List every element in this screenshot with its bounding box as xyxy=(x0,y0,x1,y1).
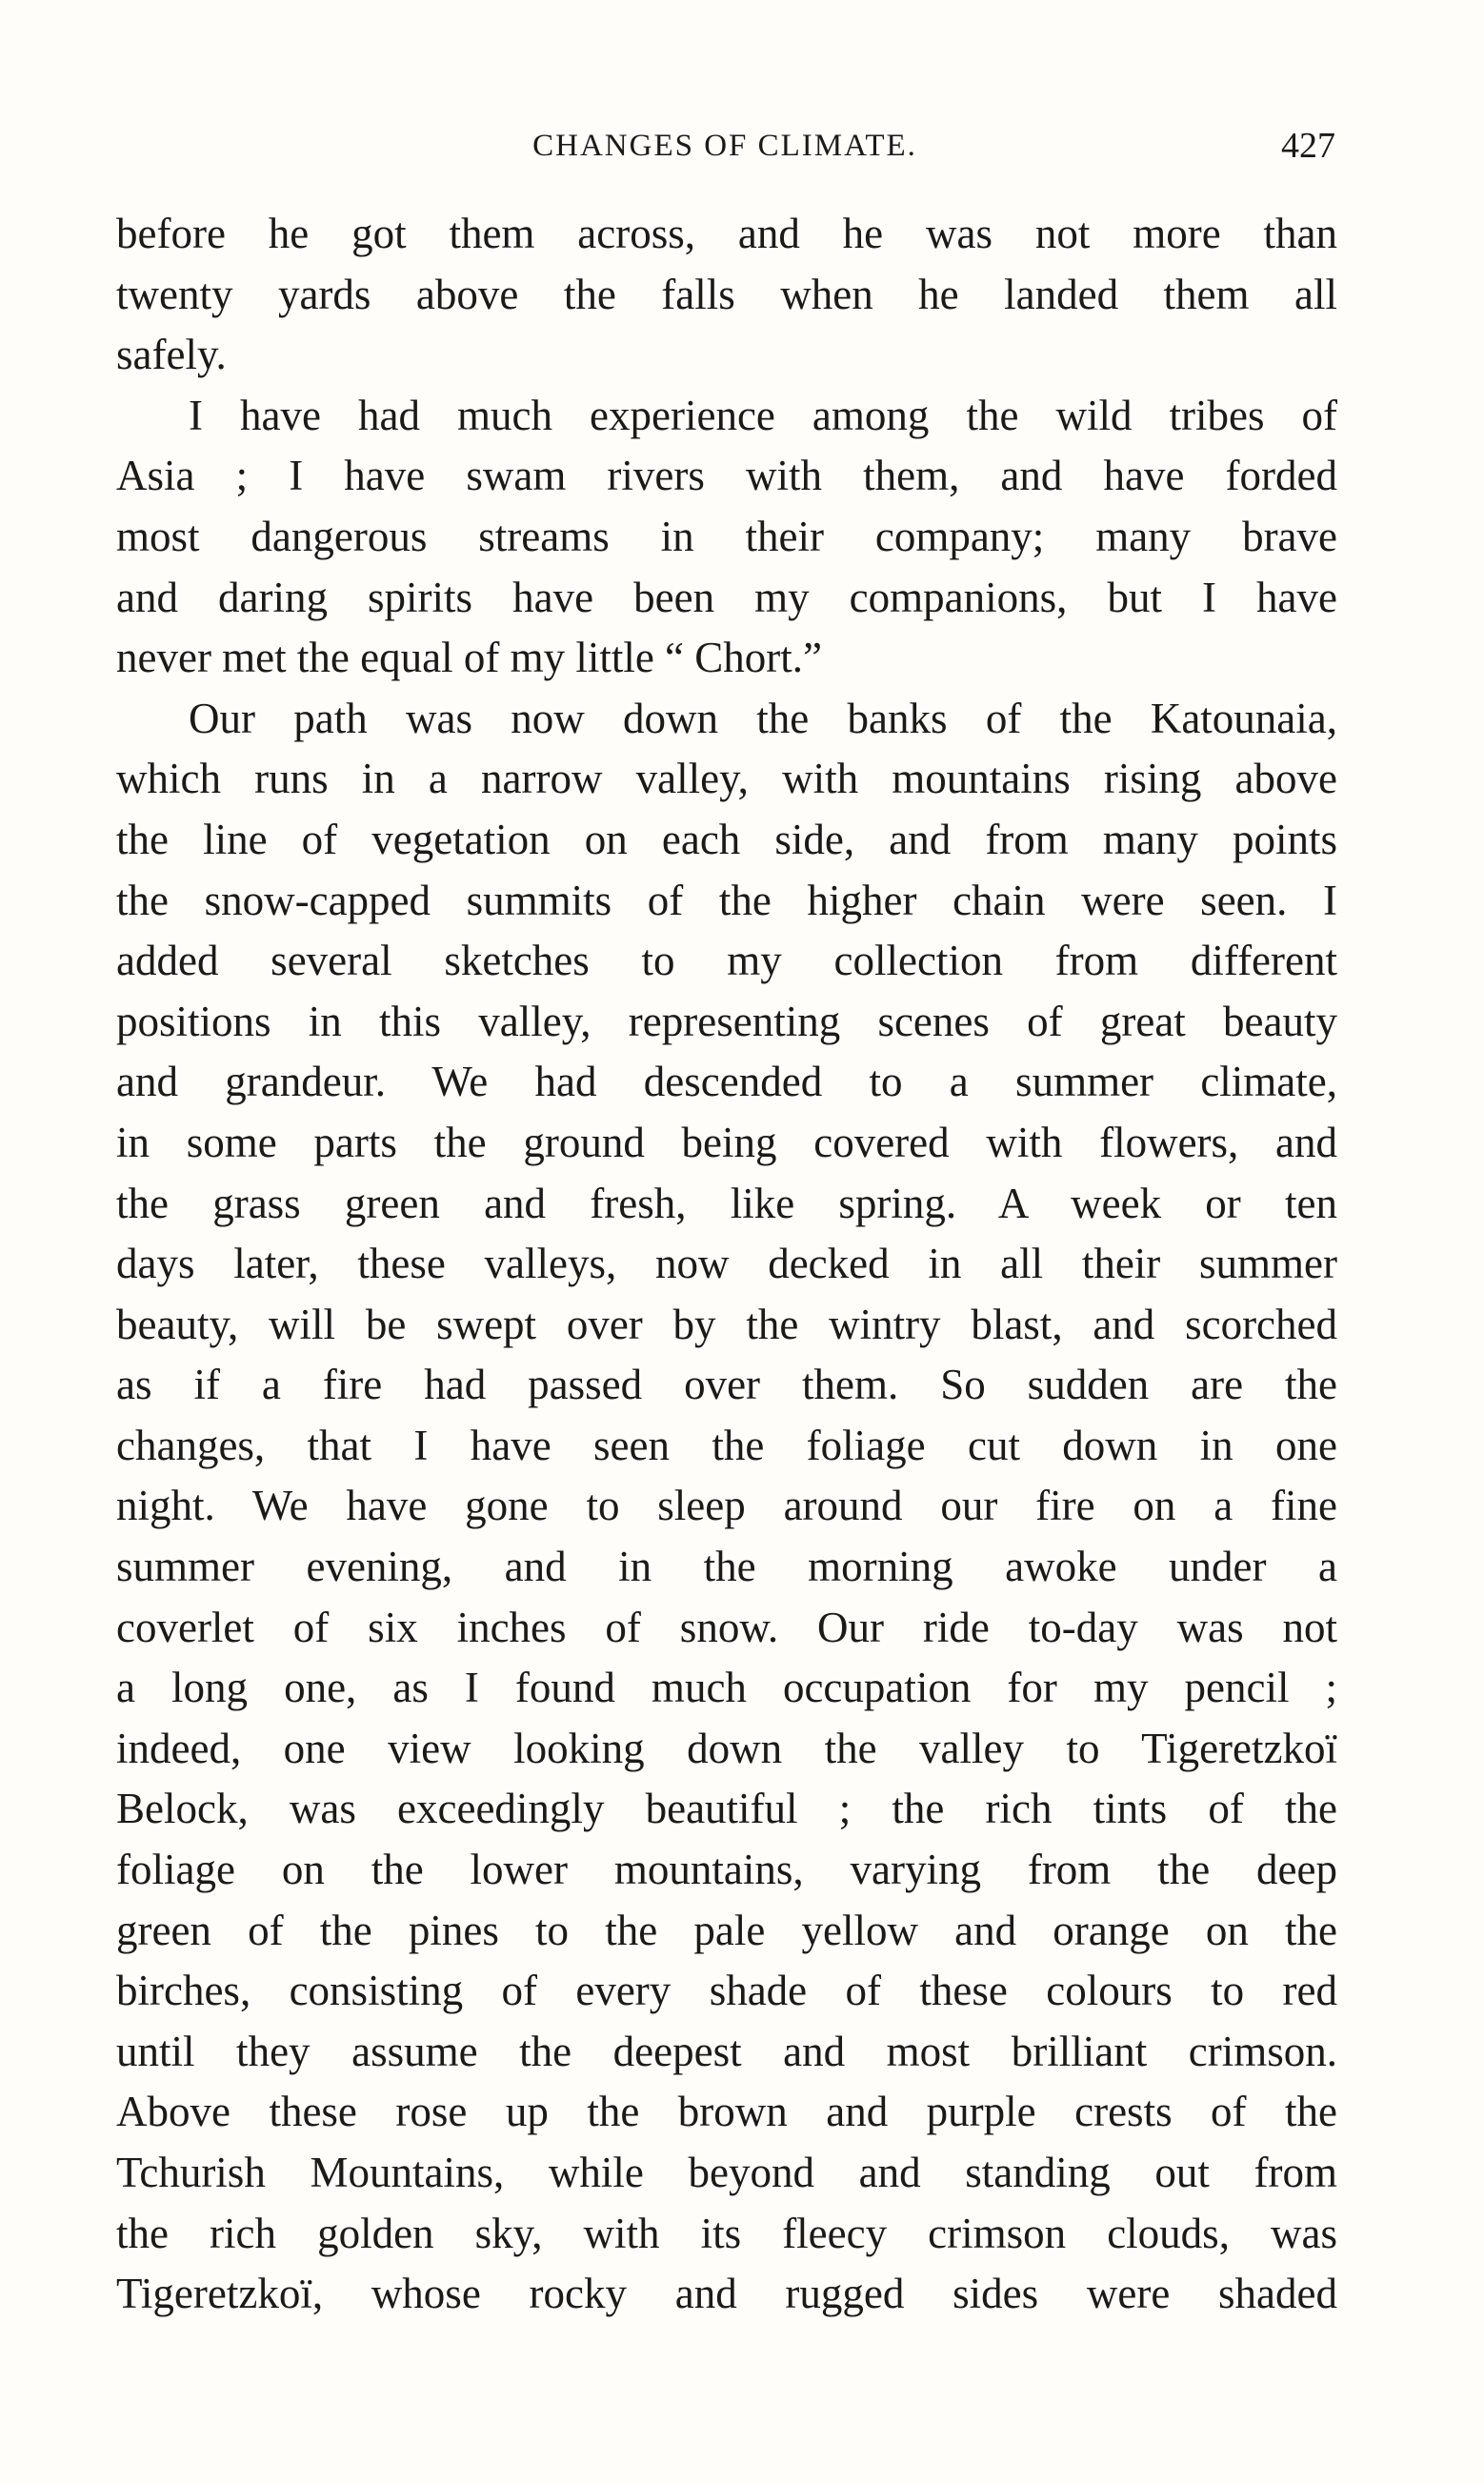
text-line: as if a fire had passed over them. So sudden are the xyxy=(116,1361,1337,1409)
text-line: I have had much experience among the wild tribes of xyxy=(189,391,1337,439)
text-line: and daring spirits have been my companions, but I have xyxy=(116,573,1337,621)
text-line: a long one, as I found much occupation for my pencil ; xyxy=(116,1664,1337,1712)
text-line: which runs in a narrow valley, with mountains rising above xyxy=(116,755,1337,803)
text-line: the rich golden sky, with its fleecy crimson clouds, was xyxy=(116,2209,1337,2257)
text-line: and grandeur. We had descended to a summer climate, xyxy=(116,1058,1337,1106)
text-line: green of the pines to the pale yellow and orange on the xyxy=(116,1906,1337,1954)
body-text xyxy=(116,204,1337,2325)
text-line: positions in this valley, representing scenes of great beauty xyxy=(116,997,1337,1045)
text-line: Tchurish Mountains, while beyond and standing out from xyxy=(116,2149,1337,2196)
text-line: night. We have gone to sleep around our fire on a fine xyxy=(116,1482,1337,1530)
running-title: CHANGES OF CLIMATE. xyxy=(532,129,917,163)
text-line: birches, consisting of every shade of these colours to red xyxy=(116,1967,1337,2015)
text-line: safely. xyxy=(116,331,227,379)
text-line: days later, these valleys, now decked in all their summer xyxy=(116,1240,1337,1288)
text-line: Belock, was exceedingly beautiful ; the rich tints of the xyxy=(116,1785,1337,1833)
text-line: the line of vegetation on each side, and from many points xyxy=(116,815,1337,863)
text-line: Our path was now down the banks of the Katounaia, xyxy=(189,694,1337,742)
text-line: never met the equal of my little “ Chort.” xyxy=(116,634,823,682)
text-line: indeed, one view looking down the valley to Tigeretzkoï xyxy=(116,1724,1337,1772)
running-head xyxy=(114,122,1335,170)
text-line: added several sketches to my collection from different xyxy=(116,937,1337,985)
text-line: Above these rose up the brown and purple crests of the xyxy=(116,2088,1337,2136)
page-number: 427 xyxy=(1281,126,1335,166)
text-line: foliage on the lower mountains, varying from the deep xyxy=(116,1846,1337,1894)
text-line: Tigeretzkoï, whose rocky and rugged sides were shaded xyxy=(116,2270,1337,2318)
text-line: beauty, will be swept over by the wintry blast, and scorched xyxy=(116,1300,1337,1348)
text-line: until they assume the deepest and most brilliant crimson. xyxy=(116,2027,1337,2075)
text-line: the snow-capped summits of the higher chain were seen. I xyxy=(116,876,1337,924)
text-line: coverlet of six inches of snow. Our ride to-day was not xyxy=(116,1603,1337,1651)
text-line: in some parts the ground being covered with flowers, and xyxy=(116,1118,1337,1166)
text-line: most dangerous streams in their company; many brave xyxy=(116,512,1337,560)
text-line: Asia ; I have swam rivers with them, and have forded xyxy=(116,452,1337,500)
text-line: the grass green and fresh, like spring. A week or ten xyxy=(116,1179,1337,1227)
text-line: before he got them across, and he was not more than xyxy=(116,210,1337,257)
text-line: summer evening, and in the morning awoke under a xyxy=(116,1543,1337,1591)
text-line: twenty yards above the falls when he landed them all xyxy=(116,270,1337,318)
text-line: changes, that I have seen the foliage cut down in one xyxy=(116,1421,1337,1469)
